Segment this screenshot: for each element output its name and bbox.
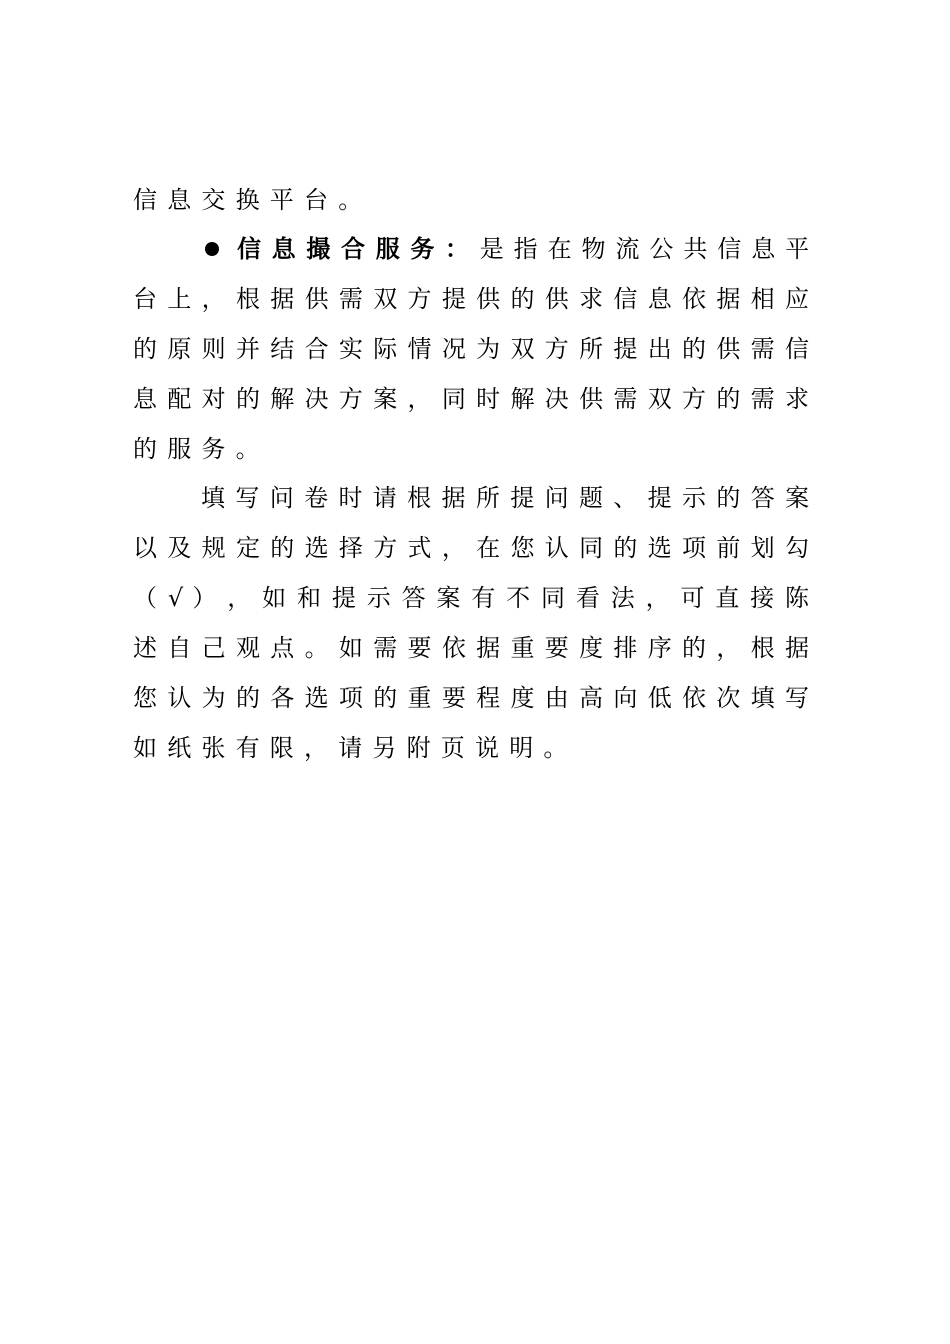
bullet-dot-icon [205,242,219,256]
bullet-item [201,232,809,266]
text-line: 信息交换平台。 [133,186,373,214]
text-line: 如纸张有限，请另附页说明。 [133,734,578,762]
text-line: 息​ 配​ 对​ 的​ 解​ 决​ 方​ 案​ ，​ 同​ 时​ 解​ 决​ 供​ 需​ 双​ 方​ 的​ 需​ 求 [133,385,809,413]
text-line: 台​ 上​ ，​ 根​ 据​ 供​ 需​ 双​ 方​ 提​ 供​ 的​ 供​ 求​ 信​ 息​ 依​ 据​ 相​ 应 [133,285,809,313]
bullet-text [237,232,809,266]
bullet-definition: 是​ 指​ 在​ 物​ 流​ 公​ 共​ 信​ 息​ 平 [479,235,809,263]
text-line: （​ √​ ）​ ，​ 如​ 和​ 提​ 示​ 答​ 案​ 有​ 不​ 同​ 看​ 法​ ，​ 可​ 直​ 接​ 陈 [133,584,809,612]
text-line: 述​ 自​ 己​ 观​ 点​ 。​ 如​ 需​ 要​ 依​ 据​ 重​ 要​ 度​ 排​ 序​ 的​ ，​ 根​ 据 [133,634,809,662]
text-line: 填​ 写​ 问​ 卷​ 时​ 请​ 根​ 据​ 所​ 提​ 问​ 题​ 、​ 提​ 示​ 的​ 答​ 案 [201,484,809,512]
text-line: 您​ 认​ 为​ 的​ 各​ 选​ 项​ 的​ 重​ 要​ 程​ 度​ 由​ 高​ 向​ 低​ 依​ 次​ 填​ 写 [133,684,809,712]
text-line: 以​ 及​ 规​ 定​ 的​ 选​ 择​ 方​ 式​ ，​ 在​ 您​ 认​ 同​ 的​ 选​ 项​ 前​ 划​ 勾 [133,534,809,562]
bullet-term: 信​ 息​ 撮​ 合​ 服​ 务​ ：​ [237,235,480,263]
text-line: 的服务。 [133,435,270,463]
text-line: 的​ 原​ 则​ 并​ 结​ 合​ 实​ 际​ 情​ 况​ 为​ 双​ 方​ 所​ 提​ 出​ 的​ 供​ 需​ 信 [133,335,809,363]
